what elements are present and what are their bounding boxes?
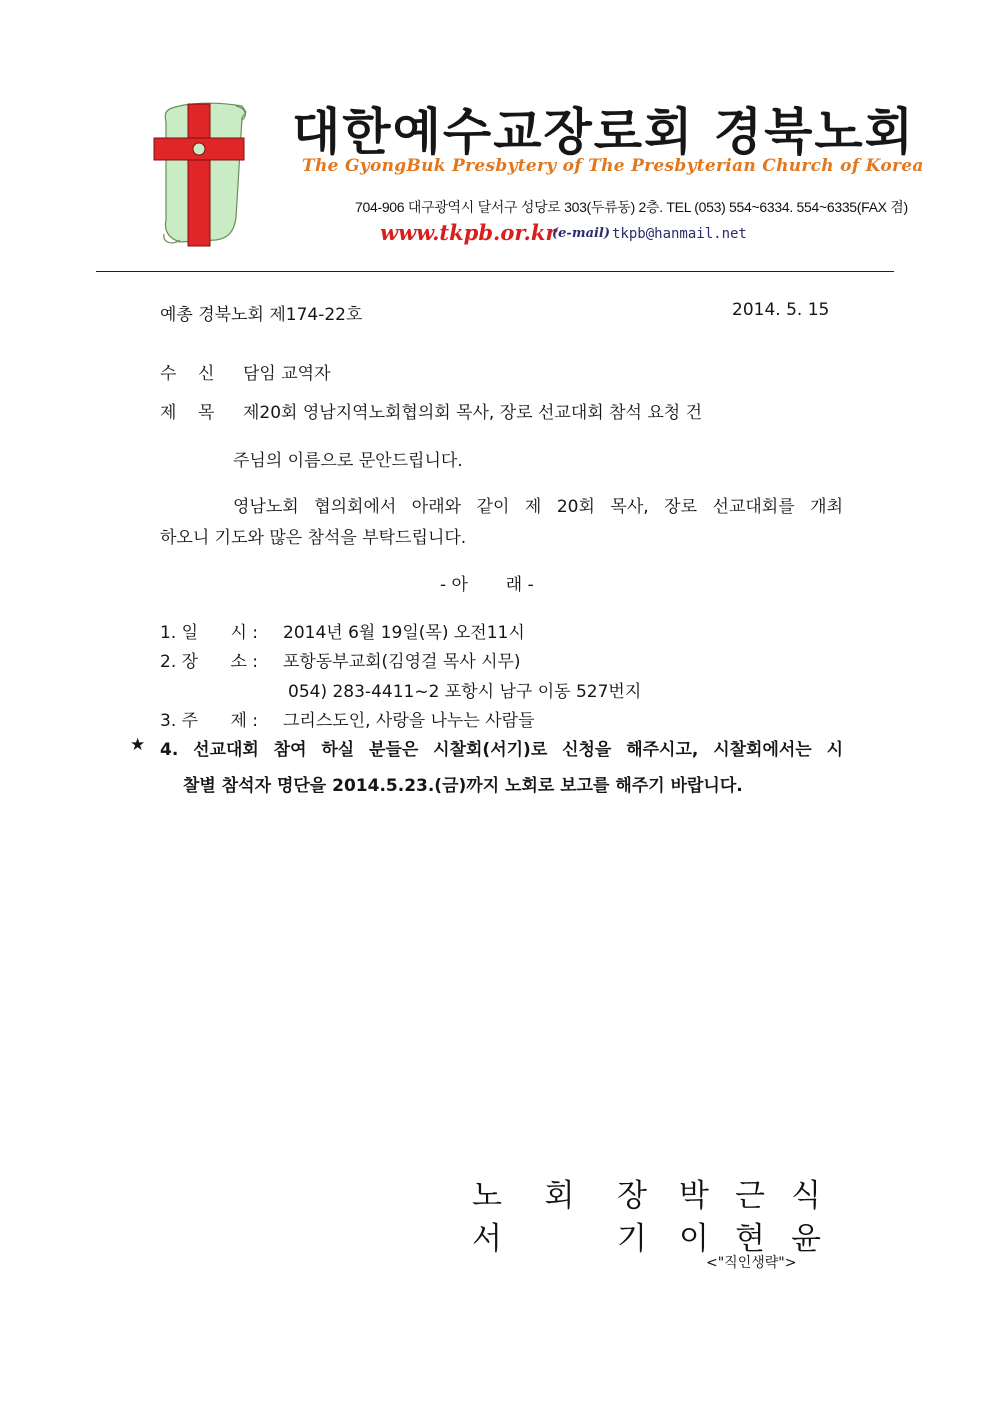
- item-label: 1. 일 시 :: [160, 623, 259, 643]
- item-value: 2014년 6월 19일(목) 오전11시: [283, 623, 525, 643]
- greeting: 주님의 이름으로 문안드립니다.: [233, 451, 463, 471]
- item-notice-line: 찰별 참석자 명단을 2014.5.23.(금)까지 노회로 보고를 해주기 바랍니다.: [183, 776, 743, 796]
- email-label: (e-mail): [552, 226, 611, 241]
- signature-char: 노: [472, 1178, 502, 1214]
- signature-char: 회: [544, 1178, 575, 1214]
- organization-name: 대한예수교장로회 경북노회: [292, 102, 916, 161]
- body-paragraph-line: 영남노회 협의회에서 아래와 같이 제 20회 목사, 장로 선교대회를 개최: [233, 497, 843, 517]
- header-divider: [96, 271, 894, 272]
- signature-char: 서: [472, 1221, 502, 1257]
- recipient-label: 수 신: [160, 364, 215, 384]
- body-paragraph-line: 하오니 기도와 많은 참석을 부탁드립니다.: [160, 528, 467, 548]
- section-heading: - 아 래 -: [440, 575, 534, 595]
- subject-label: 제 목: [160, 403, 215, 423]
- signature-char: 현: [735, 1221, 765, 1257]
- signature-char: 이: [679, 1221, 709, 1257]
- item-value: 포항동부교회(김영걸 목사 시무): [283, 652, 521, 672]
- document-date: 2014. 5. 15: [732, 300, 830, 320]
- subject-value: 제20회 영남지역노회협의회 목사, 장로 선교대회 참석 요청 건: [243, 403, 702, 423]
- signature-name-moderator: [679, 1170, 821, 1215]
- signature-title-clerk: [472, 1213, 647, 1258]
- item-label: 3. 주 제 :: [160, 711, 259, 731]
- red-cross-scroll-icon: [150, 98, 254, 250]
- signature-char: 근: [735, 1178, 765, 1214]
- seal-omitted-note: <"직인생략">: [706, 1255, 797, 1271]
- document-number: 예총 경북노회 제174-22호: [160, 305, 363, 325]
- signature-char: 식: [791, 1178, 821, 1214]
- signature-char: 기: [617, 1221, 647, 1257]
- signature-char: 윤: [791, 1221, 821, 1257]
- item-notice-line: 4. 선교대회 참여 하실 분들은 시찰회(서기)로 신청을 해주시고, 시찰회에서는 시: [160, 740, 843, 760]
- item-value: 그리스도인, 사랑을 나누는 사람들: [283, 711, 535, 731]
- email-link[interactable]: tkpb@hanmail.net: [612, 226, 747, 242]
- signature-char: 박: [679, 1178, 709, 1214]
- star-icon: ★: [130, 735, 146, 755]
- signature-char: 장: [617, 1178, 647, 1214]
- item-value-continued: 054) 283-4411~2 포항시 남구 이동 527번지: [288, 682, 642, 702]
- organization-name-english: The GyongBuk Presbytery of The Presbyterian Church of Korea: [302, 156, 924, 176]
- organization-address: 704-906 대구광역시 달서구 성당로 303(두류동) 2층. TEL (053) 554~6334. 554~6335(FAX 겸): [355, 199, 908, 215]
- recipient-value: 담임 교역자: [243, 364, 331, 384]
- website-link[interactable]: www.tkpb.or.kr: [380, 220, 557, 245]
- signature-title-presbytery-moderator: [472, 1170, 647, 1215]
- item-label: 2. 장 소 :: [160, 652, 259, 672]
